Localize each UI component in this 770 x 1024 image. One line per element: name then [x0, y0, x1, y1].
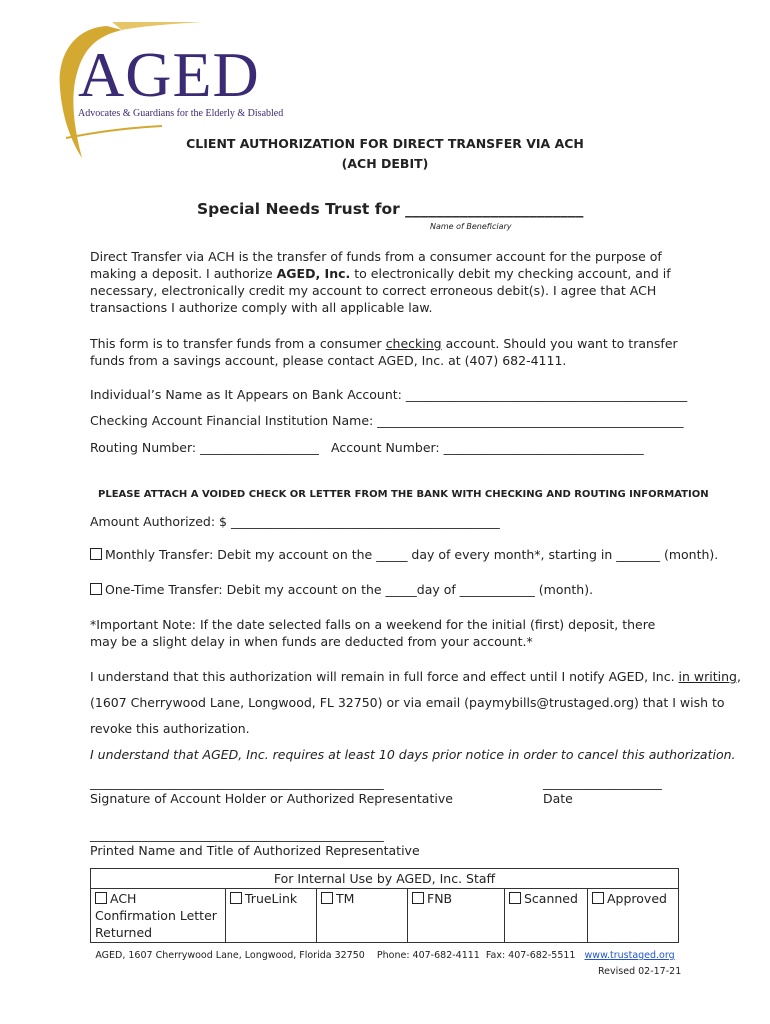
onetime-transfer-option[interactable]: One-Time Transfer: Debit my account on the _____day of ____________ (month).: [90, 581, 593, 598]
beneficiary-caption: Name of Beneficiary: [430, 222, 512, 231]
onetime-checkbox[interactable]: [90, 583, 102, 595]
printed-name-label: Printed Name and Title of Authorized Representative: [90, 843, 420, 858]
staff-item-fnb[interactable]: FNB: [408, 889, 505, 943]
footer-contact: AGED, 1607 Cherrywood Lane, Longwood, Florida 32750 Phone: 407-682-4111 Fax: 407-682-5511 www.trustaged.org: [95, 950, 675, 961]
important-note: *Important Note: If the date selected falls on a weekend for the initial (first) deposit, there may be a slight delay in when funds are deducted from your account.*: [90, 617, 656, 649]
signature-line[interactable]: _______________________________________________: [90, 775, 384, 790]
revision-date: Revised 02-17-21: [598, 966, 682, 977]
website-link[interactable]: www.trustaged.org: [584, 950, 675, 961]
checkbox-icon[interactable]: [321, 892, 333, 904]
form-subtitle: (ACH DEBIT): [341, 156, 429, 171]
form-title: CLIENT AUTHORIZATION FOR DIRECT TRANSFER VIA ACH: [186, 136, 584, 151]
staff-item-scanned[interactable]: Scanned: [505, 889, 588, 943]
internal-use-table: [90, 868, 679, 943]
staff-item-ach-confirmation[interactable]: ACH Confirmation Letter Returned: [91, 889, 226, 943]
cancel-notice: I understand that AGED, Inc. requires at least 10 days prior notice in order to cancel this authorization.: [90, 747, 736, 762]
staff-item-truelink[interactable]: TrueLink: [226, 889, 317, 943]
ach-description: Direct Transfer via ACH is the transfer of funds from a consumer account for the purpose of making a deposit. I authorize AGED, Inc. to electronically debit my checking account, and if necessary, electronically credit my account to correct erroneous debit(s). I agree that ACH transactions I authorize comply with all applicable law.: [90, 249, 671, 315]
logo-tagline: Advocates & Guardians for the Elderly & Disabled: [78, 108, 284, 119]
staff-item-approved[interactable]: Approved: [588, 889, 679, 943]
date-label: Date: [543, 791, 573, 806]
checkbox-icon[interactable]: [230, 892, 242, 904]
routing-number-field[interactable]: Routing Number: ___________________: [90, 440, 319, 455]
signature-label: Signature of Account Holder or Authorized Representative: [90, 791, 453, 806]
internal-use-header: For Internal Use by AGED, Inc. Staff: [91, 869, 679, 889]
checkbox-icon[interactable]: [592, 892, 604, 904]
account-holder-name-field[interactable]: Individual’s Name as It Appears on Bank Account: _____________________________________________: [90, 387, 688, 402]
authorization-terms-line3: revoke this authorization.: [90, 721, 250, 736]
authorization-terms-line2: (1607 Cherrywood Lane, Longwood, FL 32750) or via email (paymybills@trustaged.org) that I wish to: [90, 695, 725, 710]
checkbox-icon[interactable]: [95, 892, 107, 904]
account-number-field[interactable]: Account Number: ________________________________: [331, 440, 644, 455]
amount-field[interactable]: Amount Authorized: $ ___________________________________________: [90, 514, 500, 529]
checking-note: This form is to transfer funds from a consumer checking account. Should you want to transfer funds from a savings account, please contact AGED, Inc. at (407) 682-4111.: [90, 336, 678, 368]
logo-wordmark: AGED: [78, 39, 260, 110]
institution-name-field[interactable]: Checking Account Financial Institution Name: _________________________________________________: [90, 413, 684, 428]
checkbox-icon[interactable]: [509, 892, 521, 904]
monthly-checkbox[interactable]: [90, 548, 102, 560]
printed-name-line[interactable]: _______________________________________________: [90, 827, 384, 842]
date-line[interactable]: ___________________: [543, 775, 662, 790]
checkbox-icon[interactable]: [412, 892, 424, 904]
attach-note: PLEASE ATTACH A VOIDED CHECK OR LETTER FROM THE BANK WITH CHECKING AND ROUTING INFORMATION: [98, 489, 709, 500]
authorization-terms: I understand that this authorization will remain in full force and effect until I notify AGED, Inc. in writing,: [90, 669, 741, 684]
trust-heading: Special Needs Trust for _______________________: [197, 200, 584, 218]
staff-item-tm[interactable]: TM: [317, 889, 408, 943]
monthly-transfer-option[interactable]: Monthly Transfer: Debit my account on the _____ day of every month*, starting in _______ (month).: [90, 546, 718, 563]
